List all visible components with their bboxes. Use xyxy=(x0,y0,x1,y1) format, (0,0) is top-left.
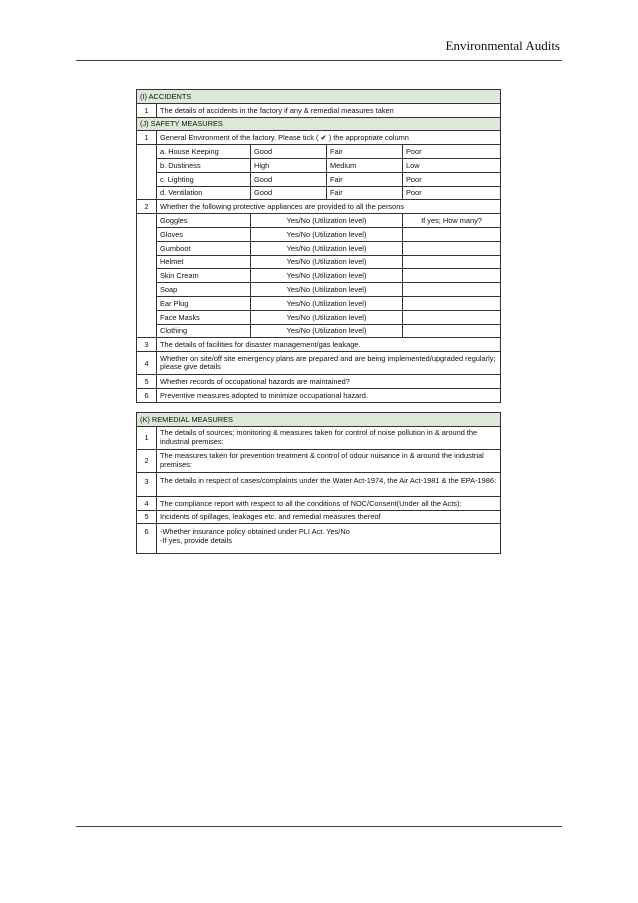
row-text: Preventive measures adopted to minimize occupational hazard. xyxy=(157,388,501,402)
utilization-cell[interactable]: Yes/No (Utilization level) xyxy=(251,269,403,283)
how-many-cell[interactable] xyxy=(403,310,501,324)
table-row xyxy=(137,103,501,117)
env-option-cell[interactable]: Fair xyxy=(327,172,403,186)
table-row xyxy=(137,426,501,449)
row-number: 1 xyxy=(137,426,157,449)
table-row xyxy=(137,352,501,375)
section-label: (J) SAFETY MEASURES xyxy=(137,117,501,131)
audit-table-remedial xyxy=(136,412,501,554)
how-many-cell[interactable] xyxy=(403,241,501,255)
utilization-cell[interactable]: Yes/No (Utilization level) xyxy=(251,227,403,241)
appliance-name: Gloves xyxy=(157,227,251,241)
appliance-row xyxy=(137,241,501,255)
row-text: The details of accidents in the factory if any & remedial measures taken xyxy=(157,103,501,117)
row-text: The measures taken for prevention treatment & control of odour nuisance in & around the industrial premises: xyxy=(157,449,501,472)
appliance-name: Goggles xyxy=(157,214,251,228)
utilization-cell[interactable]: Yes/No (Utilization level) xyxy=(251,241,403,255)
row-number: 1 xyxy=(137,103,157,117)
how-many-cell[interactable]: If yes; How many? xyxy=(403,214,501,228)
row-number: 6 xyxy=(137,388,157,402)
insurance-line: -Whether insurance policy obtained under PLI Act. Yes/No xyxy=(160,527,350,537)
row-text: Whether records of occupational hazards are maintained? xyxy=(157,375,501,389)
table-row xyxy=(137,524,501,554)
row-number: 2 xyxy=(137,200,157,214)
appliance-row xyxy=(137,296,501,310)
appliance-name: Ear Plug xyxy=(157,296,251,310)
env-factor: d. Ventilation xyxy=(157,186,251,200)
row-text: The details of sources; monitoring & measures taken for control of noise pollution in & around the industrial premises: xyxy=(157,426,501,449)
env-option-cell[interactable]: High xyxy=(251,158,327,172)
row-text: The details in respect of cases/complaints under the Water Act-1974, the Air Act-1981 & the EPA-1986: xyxy=(157,472,501,496)
section-header-accidents xyxy=(137,90,501,104)
utilization-cell[interactable]: Yes/No (Utilization level) xyxy=(251,214,403,228)
header-rule xyxy=(76,60,562,61)
table-row xyxy=(137,375,501,389)
env-option-cell[interactable]: Poor xyxy=(403,145,501,159)
how-many-cell[interactable] xyxy=(403,324,501,338)
utilization-cell[interactable]: Yes/No (Utilization level) xyxy=(251,296,403,310)
appliance-name: Gumboot xyxy=(157,241,251,255)
table-row xyxy=(137,388,501,402)
env-option-cell[interactable]: Poor xyxy=(403,186,501,200)
how-many-cell[interactable] xyxy=(403,269,501,283)
row-number: 5 xyxy=(137,510,157,524)
row-number: 4 xyxy=(137,352,157,375)
utilization-cell[interactable]: Yes/No (Utilization level) xyxy=(251,255,403,269)
how-many-cell[interactable] xyxy=(403,255,501,269)
section-header-safety xyxy=(137,117,501,131)
utilization-cell[interactable]: Yes/No (Utilization level) xyxy=(251,324,403,338)
env-option-cell[interactable]: Good xyxy=(251,145,327,159)
page-header-title: Environmental Audits xyxy=(445,38,560,53)
table-row xyxy=(137,338,501,352)
appliance-name: Clothing xyxy=(157,324,251,338)
table-row xyxy=(137,496,501,510)
row-number: 2 xyxy=(137,449,157,472)
how-many-cell[interactable] xyxy=(403,227,501,241)
row-text: The details of facilities for disaster management/gas leakage. xyxy=(157,338,501,352)
section-label: (K) REMEDIAL MEASURES xyxy=(137,413,501,427)
how-many-cell[interactable] xyxy=(403,296,501,310)
row-number: 1 xyxy=(137,131,157,145)
row-number: 4 xyxy=(137,496,157,510)
env-option-cell[interactable]: Fair xyxy=(327,186,403,200)
env-option-cell[interactable]: Good xyxy=(251,172,327,186)
table-row xyxy=(137,131,501,145)
env-option-cell[interactable]: Good xyxy=(251,186,327,200)
env-option-cell[interactable]: Medium xyxy=(327,158,403,172)
spacer-cell xyxy=(137,214,157,338)
table-row xyxy=(137,449,501,472)
appliance-row xyxy=(137,310,501,324)
table-row xyxy=(137,200,501,214)
section-header-remedial xyxy=(137,413,501,427)
appliance-row xyxy=(137,269,501,283)
appliance-row xyxy=(137,324,501,338)
utilization-cell[interactable]: Yes/No (Utilization level) xyxy=(251,283,403,297)
env-factor: c. Lighting xyxy=(157,172,251,186)
appliance-name: Soap xyxy=(157,283,251,297)
table-row xyxy=(137,472,501,496)
row-number: 3 xyxy=(137,338,157,352)
row-text: General Environment of the factory. Please tick ( ✔ ) the appropriate column xyxy=(157,131,501,145)
env-option-cell[interactable]: Fair xyxy=(327,145,403,159)
how-many-cell[interactable] xyxy=(403,283,501,297)
insurance-details-line: -If yes, provide details xyxy=(160,536,232,546)
row-number: 5 xyxy=(137,375,157,389)
row-number: 6 xyxy=(137,524,157,554)
env-factor: a. House Keeping xyxy=(157,145,251,159)
row-text: The compliance report with respect to all the conditions of NOC/Consent(Under all the Acts): xyxy=(157,496,501,510)
env-option-cell[interactable]: Low xyxy=(403,158,501,172)
row-number: 3 xyxy=(137,472,157,496)
row-text: Whether the following protective appliances are provided to all the persons xyxy=(157,200,501,214)
audit-table-accidents-safety xyxy=(136,89,501,403)
row-text: Whether on site/off site emergency plans are prepared and are being implemented/upgraded regularly; please give details xyxy=(157,352,501,375)
row-text: Incidents of spillages, leakages etc. and remedial measures thereof xyxy=(157,510,501,524)
env-factor: b. Dustiness xyxy=(157,158,251,172)
appliance-row xyxy=(137,214,501,228)
table-row xyxy=(137,186,501,200)
spacer-cell xyxy=(137,145,157,200)
appliance-row xyxy=(137,283,501,297)
table-row xyxy=(137,145,501,159)
footer-rule xyxy=(76,826,562,827)
section-label: (I) ACCIDENTS xyxy=(137,90,501,104)
appliance-name: Helmet xyxy=(157,255,251,269)
appliance-name: Face Masks xyxy=(157,310,251,324)
table-row xyxy=(137,158,501,172)
row-text-multiline xyxy=(157,524,501,554)
env-option-cell[interactable]: Poor xyxy=(403,172,501,186)
appliance-row xyxy=(137,255,501,269)
appliance-row xyxy=(137,227,501,241)
table-row xyxy=(137,172,501,186)
utilization-cell[interactable]: Yes/No (Utilization level) xyxy=(251,310,403,324)
appliance-name: Skin Cream xyxy=(157,269,251,283)
table-row xyxy=(137,510,501,524)
